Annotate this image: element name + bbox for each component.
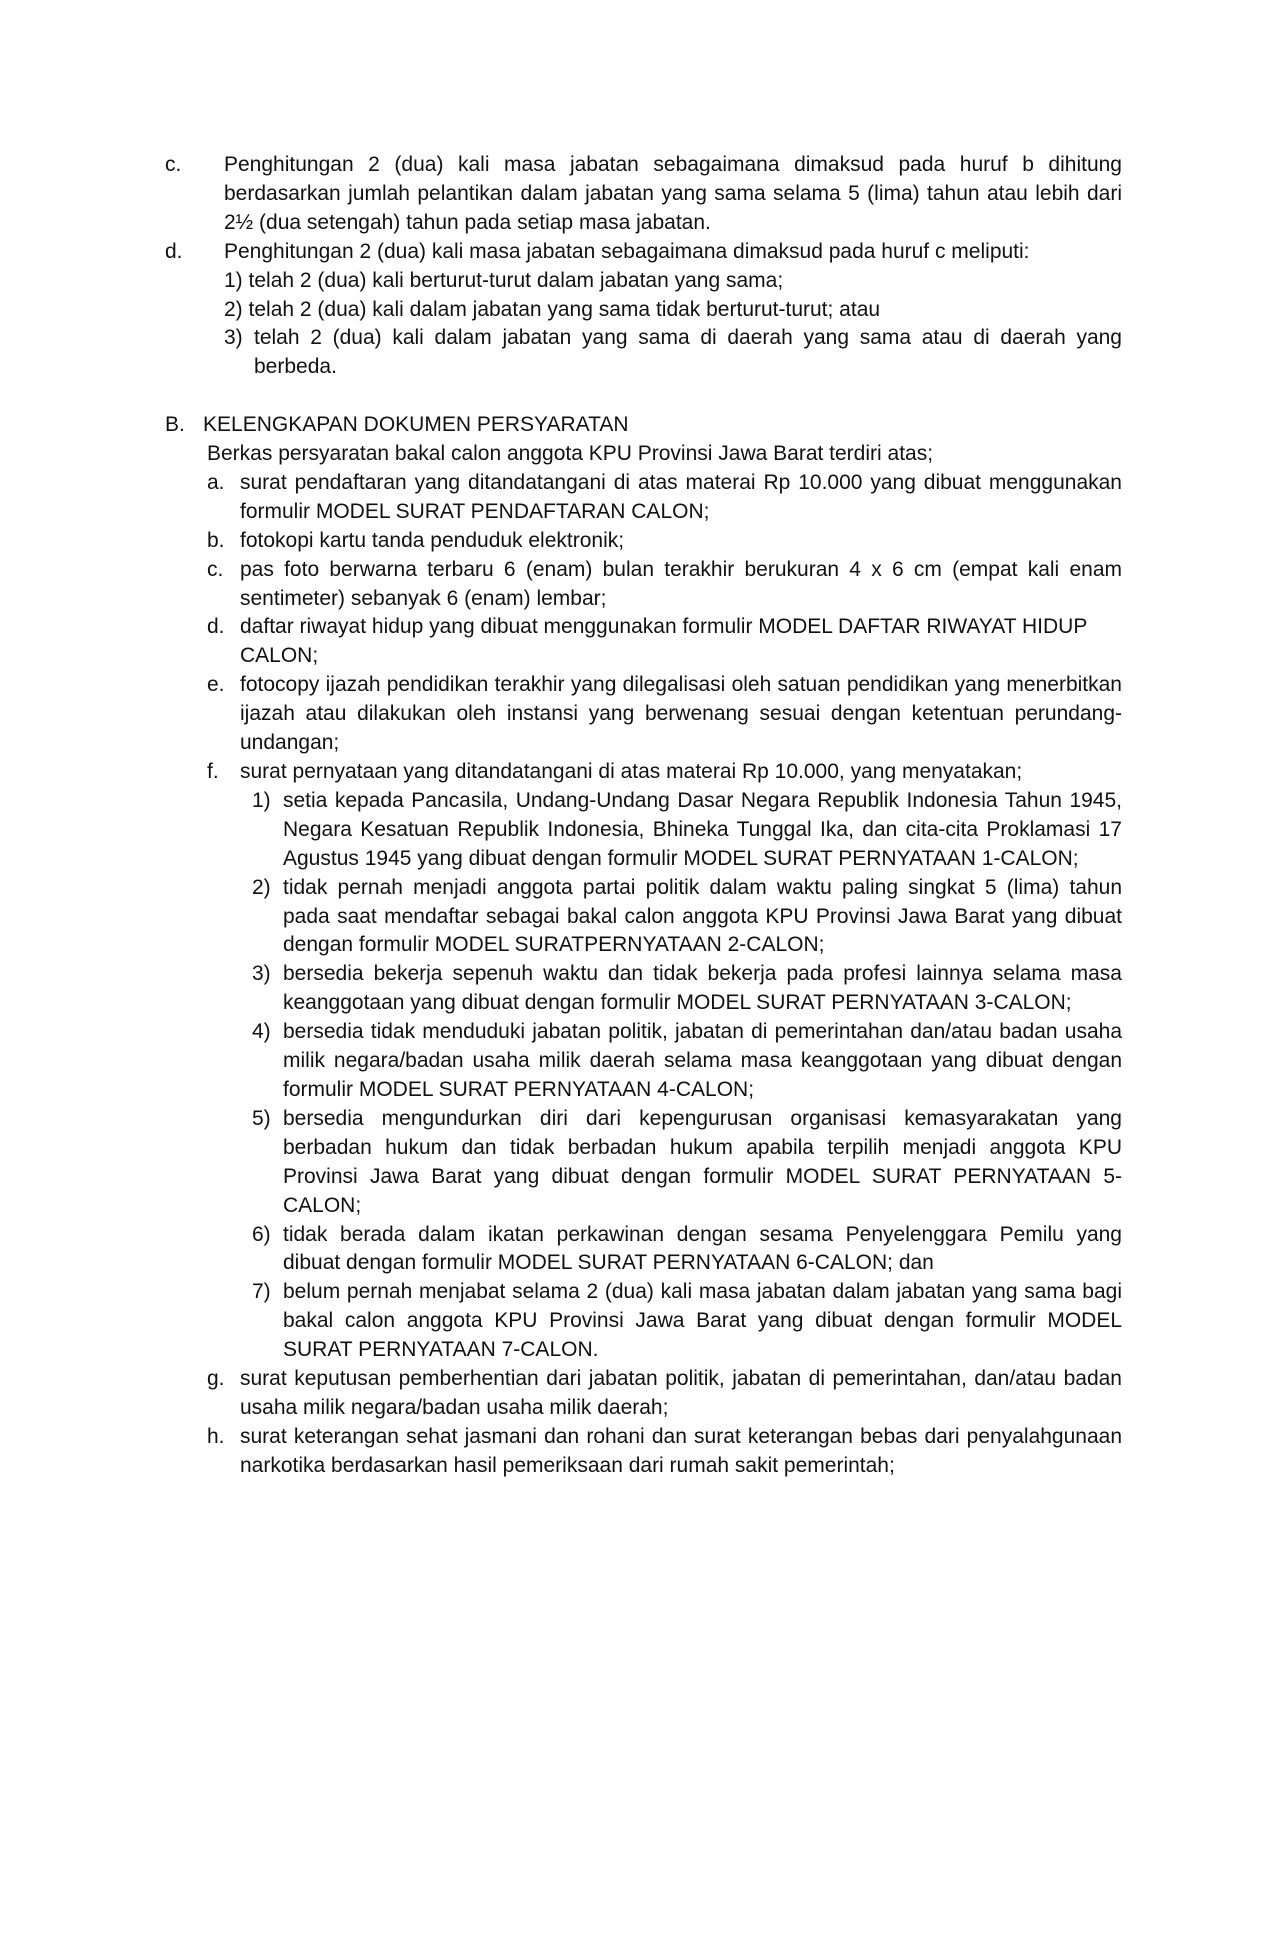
list-item-text: belum pernah menjabat selama 2 (dua) kali masa jabatan dalam jabatan yang sama bagi bakal calon anggota KPU Provinsi Jawa Barat yang dibuat dengan formulir MODEL SURAT PERNYATAAN 7-CALON.	[283, 1280, 1122, 1362]
list-item-e	[207, 671, 1122, 758]
sub-item-3	[224, 324, 1122, 382]
list-item-text: bersedia bekerja sepenuh waktu dan tidak bekerja pada profesi lainnya selama masa keanggotaan yang dibuat dengan formulir MODEL SURAT PERNYATAAN 3-CALON;	[283, 962, 1122, 1015]
list-marker: 3)	[252, 962, 271, 986]
list-marker: 4)	[252, 1020, 271, 1044]
list-item-text: tidak pernah menjadi anggota partai politik dalam waktu paling singkat 5 (lima) tahun pada saat mendaftar sebagai bakal calon anggota KPU Provinsi Jawa Barat yang dibuat dengan formulir MODEL SURATPERNYATAAN 2-CALON;	[283, 875, 1122, 957]
list-item-text: bersedia mengundurkan diri dari kepengurusan organisasi kemasyarakatan yang berbadan hukum dan tidak berbadan hukum apabila terpilih menjadi anggota KPU Provinsi Jawa Barat yang dibuat dengan formulir MODEL SURAT PERNYATAAN 5-CALON;	[283, 1106, 1122, 1217]
section-intro: Berkas persyaratan bakal calon anggota KPU Provinsi Jawa Barat terdiri atas;	[207, 442, 934, 466]
sub-item-6	[252, 1221, 1122, 1279]
list-item-text: pas foto berwarna terbaru 6 (enam) bulan terakhir berukuran 4 x 6 cm (empat kali enam sentimeter) sebanyak 6 (enam) lembar;	[240, 557, 1122, 610]
list-marker: e.	[207, 673, 225, 697]
section-marker: B.	[165, 413, 185, 437]
spacer	[0, 382, 1275, 411]
sub-item-1	[224, 267, 1122, 296]
section-title: KELENGKAPAN DOKUMEN PERSYARATAN	[203, 413, 629, 437]
sub-item-2	[252, 874, 1122, 961]
list-marker: d.	[207, 615, 225, 639]
sub-item-7	[252, 1278, 1122, 1365]
sub-item-4	[252, 1018, 1122, 1105]
list-marker: f.	[207, 760, 219, 784]
list-item-text: setia kepada Pancasila, Undang-Undang Dasar Negara Republik Indonesia Tahun 1945, Negara Kesatuan Republik Indonesia, Bhineka Tunggal Ika, dan cita-cita Proklamasi 17 Agustus 1945 yang dibuat dengan formulir MODEL SURAT PERNYATAAN 1-CALON;	[283, 788, 1122, 870]
list-marker: 2)	[252, 875, 271, 899]
list-marker: c.	[165, 153, 182, 176]
list-marker: 1)	[224, 268, 243, 292]
list-item-text: Penghitungan 2 (dua) kali masa jabatan sebagaimana dimaksud pada huruf b dihitung berdasarkan jumlah pelantikan dalam jabatan yang sama selama 5 (lima) tahun atau lebih dari 2½ (dua setengah) tahun pada setiap masa jabatan.	[224, 153, 1122, 234]
list-item-text: telah 2 (dua) kali dalam jabatan yang sama di daerah yang sama atau di daerah yang berbeda.	[254, 326, 1122, 379]
sub-item-1	[252, 787, 1122, 874]
list-item-text: surat pernyataan yang ditandatangani di atas materai Rp 10.000, yang menyatakan;	[240, 760, 1023, 784]
list-item-text: tidak berada dalam ikatan perkawinan dengan sesama Penyelenggara Pemilu yang dibuat dengan formulir MODEL SURAT PERNYATAAN 6-CALON; dan	[283, 1222, 1122, 1275]
list-marker: d.	[165, 239, 183, 263]
list-item-c	[207, 556, 1122, 614]
list-marker: h.	[207, 1424, 225, 1448]
list-marker: a.	[207, 470, 225, 494]
list-item-h	[207, 1423, 1122, 1481]
list-item-text: bersedia tidak menduduki jabatan politik, jabatan di pemerintahan dan/atau badan usaha milik negara/badan usaha milik daerah selama masa keanggotaan yang dibuat dengan formulir MODEL SURAT PERNYATAAN 4-CALON;	[283, 1020, 1122, 1101]
list-marker: 1)	[252, 788, 271, 812]
list-item-text: surat pendaftaran yang ditandatangani di atas materai Rp 10.000 yang dibuat menggunakan formulir MODEL SURAT PENDAFTARAN CALON;	[240, 470, 1122, 523]
list-marker: 6)	[252, 1222, 271, 1246]
list-marker: 5)	[252, 1106, 271, 1130]
list-item-text: daftar riwayat hidup yang dibuat menggunakan formulir MODEL DAFTAR RIWAYAT HIDUP CALON;	[240, 615, 1087, 668]
list-item-g	[207, 1365, 1122, 1423]
section-heading	[165, 411, 1275, 440]
list-marker: 2)	[224, 297, 243, 321]
list-item-text: fotokopi kartu tanda penduduk elektronik;	[240, 528, 625, 552]
list-item-text: surat keputusan pemberhentian dari jabatan politik, jabatan di pemerintahan, dan/atau badan usaha milik negara/badan usaha milik daerah;	[240, 1367, 1122, 1419]
list-item-text: surat keterangan sehat jasmani dan rohani dan surat keterangan bebas dari penyalahgunaan narkotika berdasarkan hasil pemeriksaan dari rumah sakit pemerintah;	[240, 1424, 1122, 1477]
list-item-a	[207, 469, 1122, 527]
list-item-d	[207, 613, 1122, 671]
list-item-text: telah 2 (dua) kali berturut-turut dalam jabatan yang sama;	[248, 268, 784, 292]
document-page	[0, 151, 1275, 1481]
sub-item-5	[252, 1105, 1122, 1221]
list-marker: b.	[207, 528, 225, 552]
list-item-text: fotocopy ijazah pendidikan terakhir yang dilegalisasi oleh satuan pendidikan yang menerbitkan ijazah atau dilakukan oleh instansi yang berwenang sesuai dengan ketentuan perundang-undangan;	[240, 673, 1122, 755]
list-item-text: telah 2 (dua) kali dalam jabatan yang sama tidak berturut-turut; atau	[248, 297, 881, 321]
list-marker: 7)	[252, 1280, 271, 1304]
list-marker: 3)	[224, 326, 243, 350]
list-item-b	[207, 527, 1122, 556]
list-marker: c.	[207, 557, 224, 581]
list-item-text: Penghitungan 2 (dua) kali masa jabatan sebagaimana dimaksud pada huruf c meliputi:	[224, 239, 1030, 263]
list-item-f	[207, 758, 1122, 787]
list-marker: g.	[207, 1367, 225, 1391]
sub-item-2	[224, 296, 1122, 325]
list-item-d	[165, 238, 1122, 267]
sub-item-3	[252, 960, 1122, 1018]
list-item-c	[165, 151, 1122, 238]
